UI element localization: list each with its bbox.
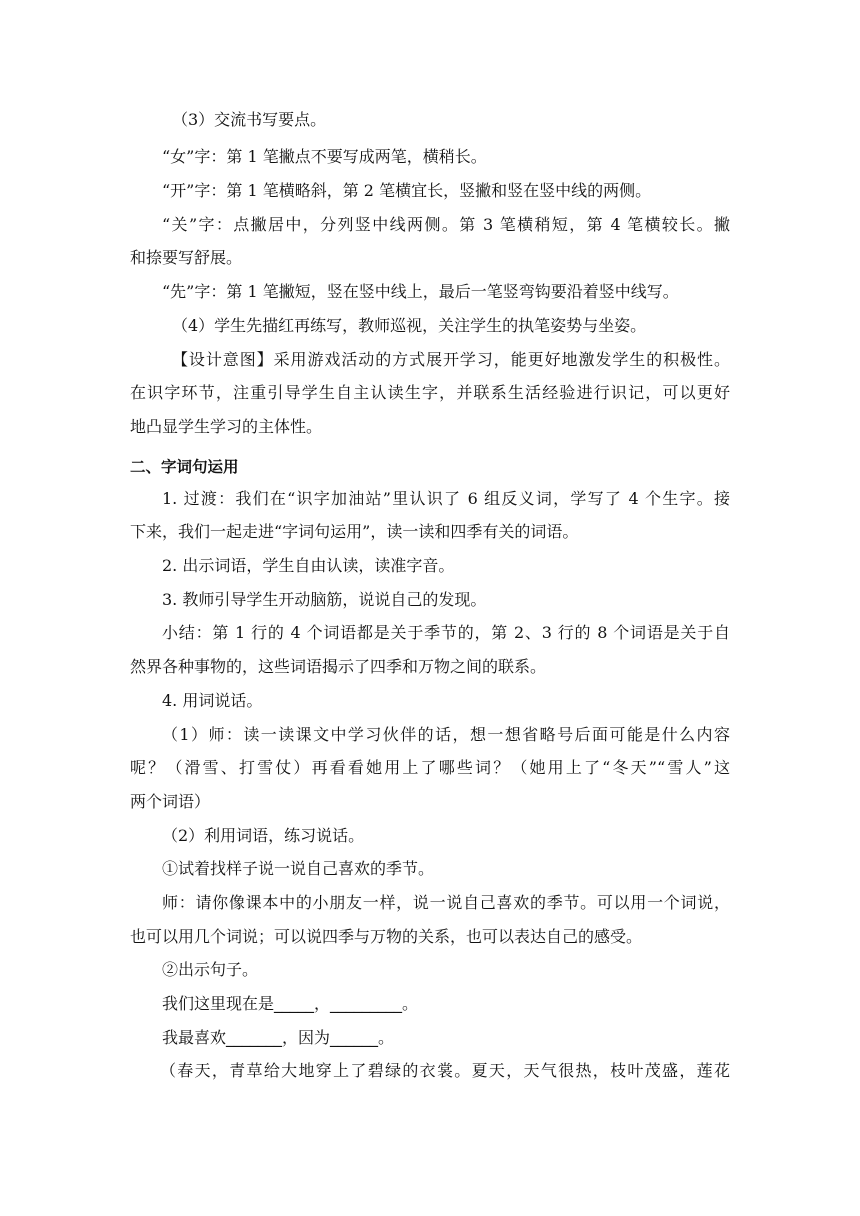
paragraph-step-4: （4）学生先描红再练写，教师巡视，关注学生的执笔姿势与坐姿。 [172, 316, 647, 335]
question-1-line3: 两个词语） [130, 792, 211, 811]
section-heading: 二、字词句运用 [130, 458, 239, 476]
paragraph-transition-line2: 下来，我们一起走进“字词句运用”，读一读和四季有关的词语。 [130, 522, 579, 541]
design-intent-line1: 【设计意图】采用游戏活动的方式展开学习，能更好地激发学生的积极性。 [172, 350, 730, 369]
summary-line2: 然界各种事物的，这些词语揭示了四季和万物之间的联系。 [130, 657, 547, 676]
paragraph-guan-character-line1: “关”字：点撇居中，分列竖中线两侧。第 3 笔横稍短，第 4 笔横较长。撇 [162, 215, 730, 234]
paragraph-show-words: 2. 出示词语，学生自由认读，读准字音。 [162, 556, 455, 575]
paragraph-step-3: （3）交流书写要点。 [172, 110, 327, 129]
paragraph-use-words: 4. 用词说话。 [162, 691, 263, 710]
question-1-line1: （1）师：读一读课文中学习伙伴的话，想一想省略号后面可能是什么内容 [162, 725, 730, 744]
teacher-line1: 师：请你像课本中的小朋友一样，说一说自己喜欢的季节。可以用一个词说， [162, 893, 730, 912]
design-intent-line3: 地凸显学生学习的主体性。 [130, 417, 323, 436]
paragraph-teacher-guide: 3. 教师引导学生开动脑筋，说说自己的发现。 [162, 590, 487, 609]
example-line1: （春天，青草给大地穿上了碧绿的衣裳。夏天，天气很热，枝叶茂盛，莲花 [160, 1061, 730, 1080]
sentence-frame-2: 我最喜欢_______，因为______。 [162, 1028, 395, 1047]
summary-line1: 小结：第 1 行的 4 个词语都是关于季节的，第 2、3 行的 8 个词语是关于自 [162, 623, 730, 642]
paragraph-kai-character: “开”字：第 1 笔横略斜，第 2 笔横宜长，竖撇和竖在竖中线的两侧。 [162, 181, 652, 200]
design-intent-line2: 在识字环节，注重引导学生自主认读生字，并联系生活经验进行识记，可以更好 [130, 383, 730, 402]
question-2: （2）利用词语，练习说话。 [162, 826, 365, 845]
teacher-line2: 也可以用几个词说；可以说四季与万物的关系，也可以表达自己的感受。 [130, 927, 643, 946]
paragraph-transition-line1: 1. 过渡：我们在“识字加油站”里认识了 6 组反义词，学写了 4 个生字。接 [162, 489, 730, 508]
circled-item-2: ②出示句子。 [162, 960, 259, 979]
paragraph-guan-character-line2: 和捺要写舒展。 [130, 248, 243, 267]
paragraph-nv-character: “女”字：第 1 笔撇点不要写成两笔，横稍长。 [162, 147, 487, 166]
circled-item-1: ①试着找样子说一说自己喜欢的季节。 [162, 859, 435, 878]
sentence-frame-1: 我们这里现在是_____，_________。 [162, 994, 419, 1013]
question-1-line2: 呢？（滑雪、打雪仗）再看看她用上了哪些词？（她用上了“冬天”“雪人”这 [130, 758, 730, 777]
paragraph-xian-character: “先”字：第 1 笔撇短，竖在竖中线上，最后一笔竖弯钩要沿着竖中线写。 [162, 282, 679, 301]
